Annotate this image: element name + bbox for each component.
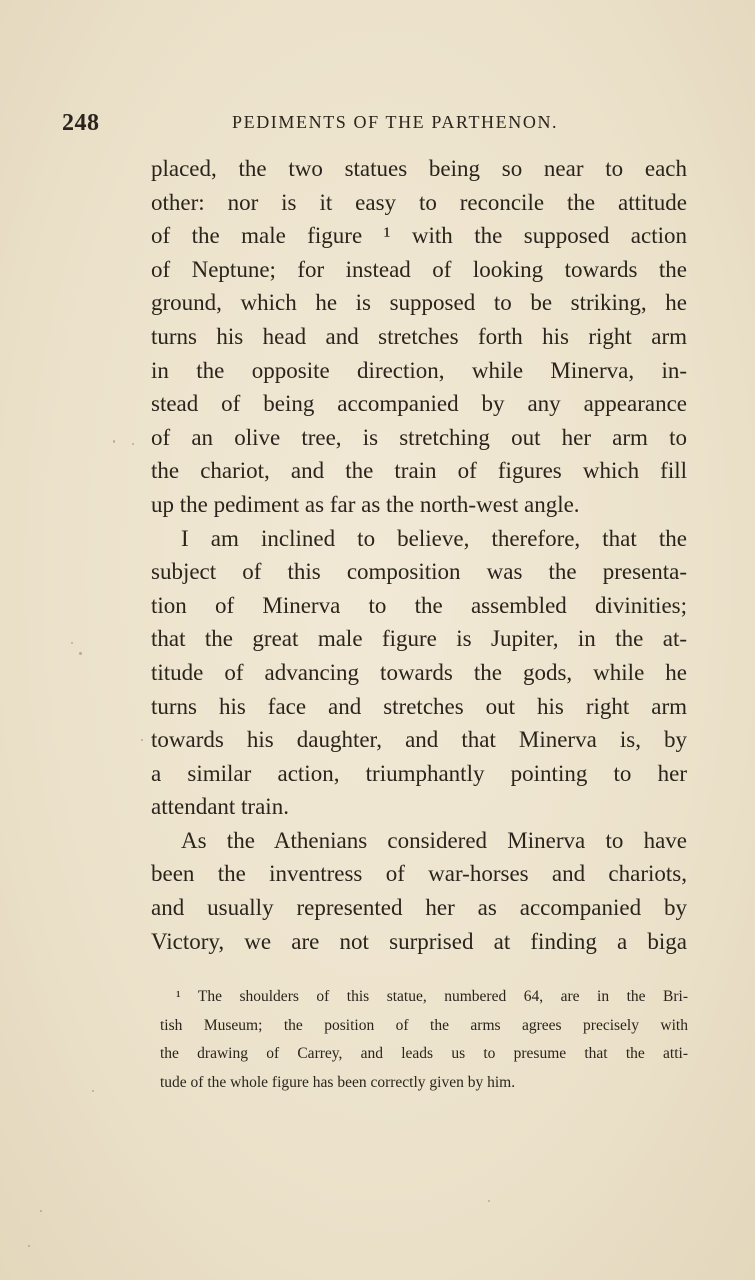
paper-speck bbox=[79, 652, 82, 655]
text-line: in the opposite direction, while Minerva, in- bbox=[151, 357, 687, 383]
text-line: towards his daughter, and that Minerva is, by bbox=[151, 727, 687, 753]
text-line: been the inventress of war-horses and chariots, bbox=[151, 861, 687, 887]
footnote-line: tish Museum; the position of the arms agrees precisely with bbox=[160, 1016, 688, 1034]
footnote bbox=[160, 983, 688, 1097]
paper-speck bbox=[488, 1200, 490, 1202]
paper-speck bbox=[141, 739, 143, 741]
paper-speck bbox=[28, 1245, 30, 1247]
text-line: turns his face and stretches out his right arm bbox=[151, 693, 687, 719]
text-line: ground, which he is supposed to be striking, he bbox=[151, 290, 687, 316]
text-line: and usually represented her as accompanied by bbox=[151, 895, 687, 921]
paper-speck bbox=[132, 443, 134, 445]
page-number: 248 bbox=[62, 110, 100, 136]
footnote-line: ¹ The shoulders of this statue, numbered 64, are in the Bri- bbox=[176, 988, 688, 1005]
text-line: I am inclined to believe, therefore, that the bbox=[181, 525, 687, 551]
text-line: other: nor is it easy to reconcile the attitude bbox=[151, 189, 687, 215]
body-text bbox=[151, 152, 687, 958]
text-line: a similar action, triumphantly pointing to her bbox=[151, 760, 687, 786]
text-line: attendant train. bbox=[151, 794, 289, 820]
text-line: subject of this composition was the presenta- bbox=[151, 559, 687, 585]
footnote-line: the drawing of Carrey, and leads us to presume that the atti- bbox=[160, 1045, 688, 1062]
text-line: that the great male figure is Jupiter, in the at- bbox=[151, 626, 687, 652]
text-line: placed, the two statues being so near to each bbox=[151, 156, 687, 181]
paper-speck bbox=[40, 1210, 42, 1212]
text-line: of an olive tree, is stretching out her arm to bbox=[151, 424, 687, 450]
footnote-line: tude of the whole figure has been correctly given by him. bbox=[160, 1073, 516, 1091]
text-line: turns his head and stretches forth his right arm bbox=[151, 323, 687, 349]
running-head: PEDIMENTS OF THE PARTHENON. bbox=[232, 112, 559, 132]
text-line: stead of being accompanied by any appearance bbox=[151, 391, 687, 417]
paper-speck bbox=[71, 642, 73, 644]
paper-speck bbox=[92, 1090, 94, 1092]
text-line: As the Athenians considered Minerva to have bbox=[181, 827, 687, 853]
paper-speck bbox=[113, 440, 115, 443]
text-line: tion of Minerva to the assembled divinities; bbox=[151, 592, 687, 618]
text-line: of Neptune; for instead of looking towards the bbox=[151, 256, 687, 282]
text-line: up the pediment as far as the north-west angle. bbox=[151, 491, 580, 517]
text-line: the chariot, and the train of figures which fill bbox=[151, 458, 687, 484]
text-line: Victory, we are not surprised at finding a biga bbox=[151, 928, 687, 954]
text-line: of the male figure ¹ with the supposed action bbox=[151, 223, 687, 249]
text-line: titude of advancing towards the gods, while he bbox=[151, 659, 687, 685]
